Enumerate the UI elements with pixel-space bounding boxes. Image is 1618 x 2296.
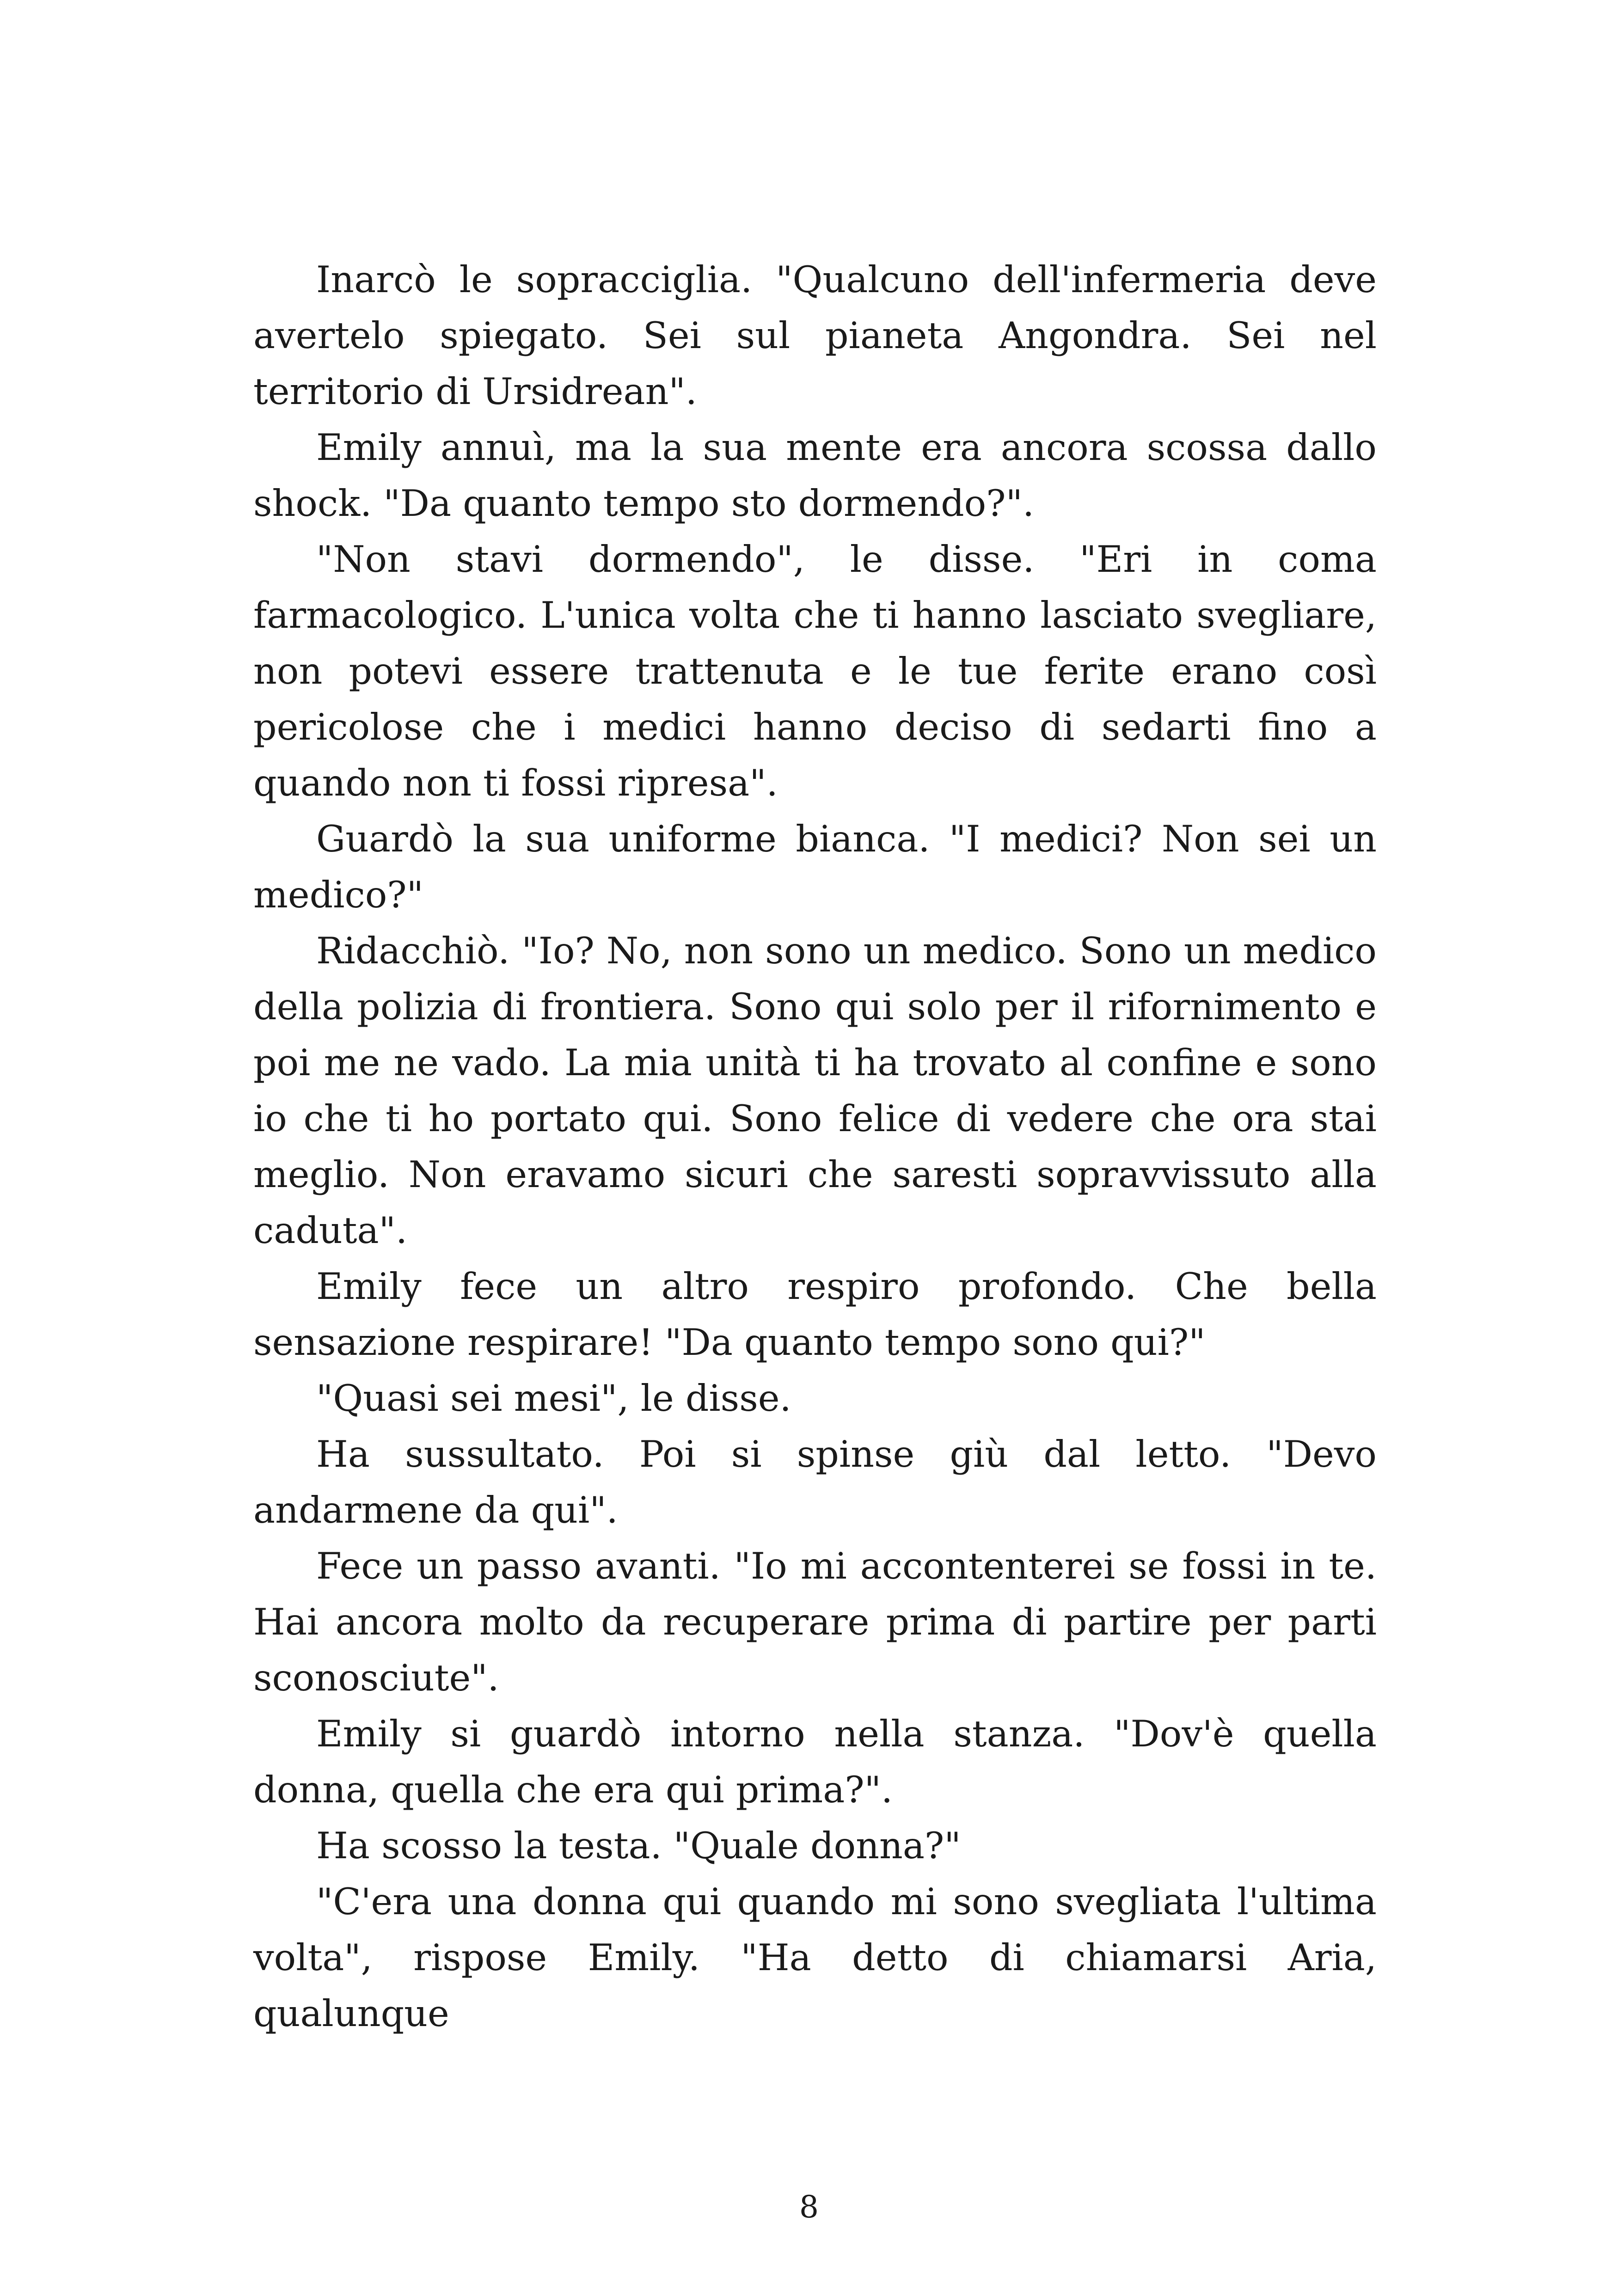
- paragraph: Fece un passo avanti. "Io mi accontenterei se fossi in te. Hai ancora molto da recuperare prima di partire per parti sconosciute".: [253, 1545, 1377, 1699]
- paragraph: Ha sussultato. Poi si spinse giù dal letto. "Devo andarmene da qui".: [253, 1433, 1377, 1531]
- paragraph: Emily fece un altro respiro profondo. Che bella sensazione respirare! "Da quanto tempo sono qui?": [253, 1265, 1377, 1364]
- paragraph: "Non stavi dormendo", le disse. "Eri in coma farmacologico. L'unica volta che ti hanno lasciato svegliare, non potevi essere trattenuta e le tue ferite erano così pericolose che i medici hanno deciso di sedarti fino a quando non ti fossi ripresa".: [253, 538, 1377, 804]
- paragraph: Emily annuì, ma la sua mente era ancora scossa dallo shock. "Da quanto tempo sto dormendo?".: [253, 426, 1377, 525]
- paragraph: "C'era una donna qui quando mi sono svegliata l'ultima volta", rispose Emily. "Ha detto di chiamarsi Aria, qualunque: [253, 1880, 1377, 2035]
- paragraph: "Quasi sei mesi", le disse.: [316, 1377, 791, 1420]
- paragraph: Emily si guardò intorno nella stanza. "Dov'è quella donna, quella che era qui prima?".: [253, 1713, 1377, 1811]
- paragraph: Ridacchiò. "Io? No, non sono un medico. Sono un medico della polizia di frontiera. Sono qui solo per il rifornimento e poi me ne vado. La mia unità ti ha trovato al confine e sono io che ti ho portato qui. Sono felice di vedere che ora stai meglio. Non eravamo sicuri che saresti sopravvissuto alla caduta".: [253, 930, 1377, 1252]
- body-text: [253, 252, 1377, 2042]
- page-number: 8: [799, 2189, 819, 2225]
- paragraph: Ha scosso la testa. "Quale donna?": [316, 1825, 961, 1867]
- paragraph: Guardò la sua uniforme bianca. "I medici? Non sei un medico?": [253, 818, 1377, 916]
- paragraph: Inarcò le sopracciglia. "Qualcuno dell'infermeria deve avertelo spiegato. Sei sul pianeta Angondra. Sei nel territorio di Ursidrean".: [253, 258, 1377, 413]
